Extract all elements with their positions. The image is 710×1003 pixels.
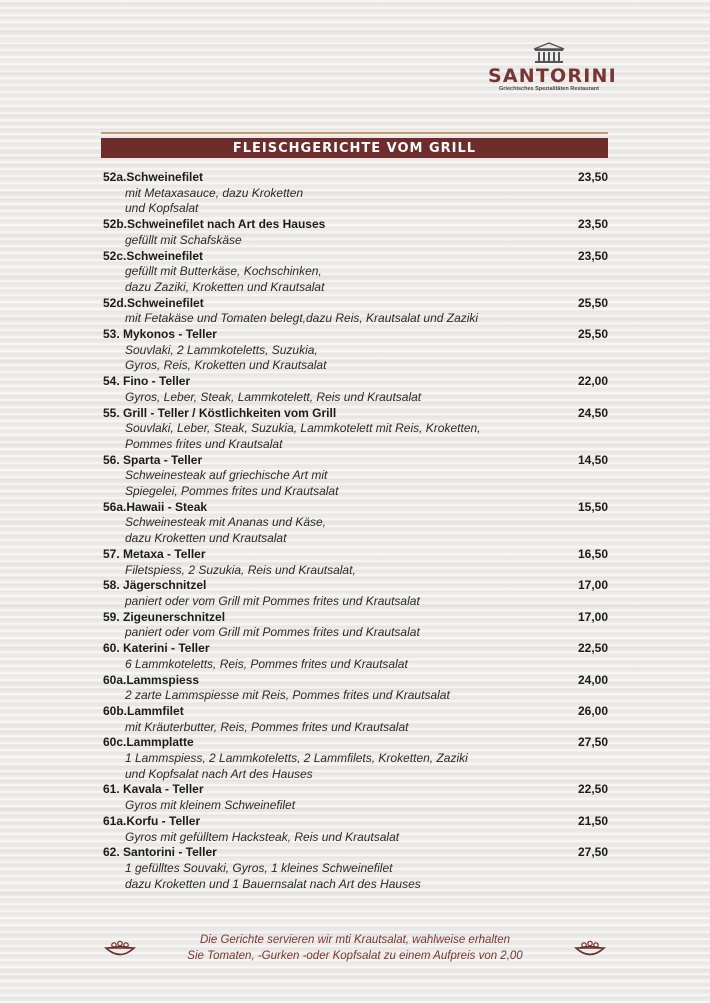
- menu-item: [103, 814, 608, 845]
- menu-item: [103, 641, 608, 672]
- menu-item: [103, 406, 608, 453]
- menu-item-description: Filetspiess, 2 Suzukia, Reis und Krautsalat,: [125, 562, 356, 577]
- menu-item-description: paniert oder vom Grill mit Pommes frites und Krautsalat: [125, 625, 420, 640]
- menu-item-price: 25,50: [577, 295, 608, 310]
- menu-item: [103, 453, 608, 500]
- menu-item-description: dazu Zaziki, Kroketten und Krautsalat: [125, 279, 325, 294]
- menu-item-header: [103, 406, 608, 422]
- menu-item-header: [103, 170, 608, 186]
- menu-item: [103, 296, 608, 327]
- menu-item-description: 1 Lammspiess, 2 Lammkoteletts, 2 Lammfilets, Kroketten, Zaziki: [125, 751, 468, 766]
- menu-item-header: [103, 296, 608, 312]
- footer-line-2: Sie Tomaten, -Gurken -oder Kopfsalat zu einem Aufpreis von 2,00: [187, 950, 523, 962]
- menu-item-description: Spiegelei, Pommes frites und Krautsalat: [125, 484, 339, 499]
- menu-item-price: 17,00: [577, 609, 608, 624]
- menu-item-description: und Kopfsalat: [125, 201, 199, 216]
- menu-item-description: Gyros mit gefülltem Hacksteak, Reis und Krautsalat: [125, 829, 400, 844]
- menu-item-description: 6 Lammkoteletts, Reis, Pommes frites und Krautsalat: [125, 656, 408, 671]
- menu-item-header: [103, 610, 608, 626]
- menu-item-name: 55. Grill - Teller / Köstlichkeiten vom Grill: [103, 405, 337, 420]
- menu-item: [103, 249, 608, 296]
- menu-item-price: 22,50: [577, 782, 608, 797]
- menu-item-name: 52a.Schweinefilet: [103, 170, 204, 184]
- menu-item-header: [103, 217, 608, 233]
- menu-item-name: 60a.Lammspiess: [103, 672, 200, 687]
- menu-item-description: und Kopfsalat nach Art des Hauses: [125, 766, 313, 781]
- menu-item-price: 17,00: [577, 578, 608, 593]
- menu-item-description: paniert oder vom Grill mit Pommes frites und Krautsalat: [125, 593, 420, 608]
- menu-item: [103, 217, 608, 248]
- menu-item-description: mit Fetakäse und Tomaten belegt,dazu Reis, Krautsalat und Zaziki: [125, 311, 479, 326]
- menu-item-name: 54. Fino - Teller: [103, 374, 191, 389]
- menu-item-description: mit Metaxasauce, dazu Kroketten: [125, 185, 304, 200]
- menu-item-header: [103, 814, 608, 830]
- menu-item-description: Schweinesteak auf griechische Art mit: [125, 468, 328, 483]
- menu-item-price: 15,50: [577, 499, 608, 514]
- menu-item-header: [103, 845, 608, 861]
- menu-item-description: Pommes frites und Krautsalat: [125, 436, 283, 451]
- menu-item-description: gefüllt mit Butterkäse, Kochschinken,: [125, 264, 322, 279]
- menu-item-price: 22,50: [577, 641, 608, 656]
- menu-item: [103, 673, 608, 704]
- menu-item-price: 24,50: [577, 405, 608, 420]
- menu-list: [103, 170, 608, 892]
- menu-item: [103, 170, 608, 217]
- menu-item-price: 22,00: [577, 374, 608, 389]
- menu-item: [103, 704, 608, 735]
- menu-item-price: 27,50: [577, 735, 608, 750]
- menu-item-description: mit Kräuterbutter, Reis, Pommes frites und Krautsalat: [125, 719, 409, 734]
- menu-item-header: [103, 327, 608, 343]
- menu-item-header: [103, 782, 608, 798]
- menu-item-name: 58. Jägerschnitzel: [103, 578, 207, 593]
- menu-item-header: [103, 735, 608, 751]
- menu-item-name: 61. Kavala - Teller: [103, 782, 204, 797]
- menu-item-description: Souvlaki, 2 Lammkoteletts, Suzukia,: [125, 342, 318, 357]
- menu-item: [103, 327, 608, 374]
- footer-note: [0, 932, 710, 964]
- menu-item-header: [103, 249, 608, 265]
- menu-item-name: 60c.Lammplatte: [103, 735, 194, 750]
- menu-item-name: 52b.Schweinefilet nach Art des Hauses: [103, 217, 326, 232]
- menu-item-header: [103, 578, 608, 594]
- menu-item-header: [103, 673, 608, 689]
- menu-item-name: 57. Metaxa - Teller: [103, 546, 206, 561]
- menu-item-price: 23,50: [577, 170, 608, 184]
- menu-item-description: Schweinesteak mit Ananas und Käse,: [125, 515, 327, 530]
- menu-item-header: [103, 500, 608, 516]
- menu-item-name: 52c.Schweinefilet: [103, 248, 204, 263]
- menu-item-price: 27,50: [577, 845, 608, 860]
- menu-item-name: 56a.Hawaii - Steak: [103, 499, 208, 514]
- menu-item-price: 23,50: [577, 217, 608, 232]
- menu-item-header: [103, 547, 608, 563]
- restaurant-logo: [488, 42, 617, 92]
- menu-item: [103, 845, 608, 892]
- menu-item-header: [103, 641, 608, 657]
- menu-item: [103, 610, 608, 641]
- menu-item: [103, 735, 608, 782]
- menu-item: [103, 578, 608, 609]
- menu-item-header: [103, 374, 608, 390]
- section-title-bar: [101, 138, 608, 158]
- menu-item-name: 59. Zigeunerschnitzel: [103, 609, 226, 624]
- menu-item-name: 60b.Lammfilet: [103, 703, 184, 718]
- temple-icon: [532, 42, 566, 64]
- menu-item-price: 25,50: [577, 327, 608, 342]
- menu-item: [103, 374, 608, 405]
- footer-line-1: Die Gerichte servieren wir mti Krautsalat, wahlweise erhalten: [200, 934, 510, 946]
- menu-item-description: dazu Kroketten und 1 Bauernsalat nach Art des Hauses: [125, 876, 421, 891]
- menu-item-description: Gyros, Reis, Kroketten und Krautsalat: [125, 358, 327, 373]
- title-divider: [101, 132, 608, 134]
- menu-item-header: [103, 453, 608, 469]
- menu-item-price: 23,50: [577, 248, 608, 263]
- menu-item-description: dazu Kroketten und Krautsalat: [125, 531, 287, 546]
- menu-item: [103, 547, 608, 578]
- menu-item-name: 62. Santorini - Teller: [103, 845, 217, 860]
- menu-item-name: 53. Mykonos - Teller: [103, 327, 217, 342]
- menu-item-name: 52d.Schweinefilet: [103, 295, 204, 310]
- menu-item-description: 2 zarte Lammspiesse mit Reis, Pommes frites und Krautsalat: [125, 688, 450, 703]
- menu-item-description: Souvlaki, Leber, Steak, Suzukia, Lammkotelett mit Reis, Kroketten,: [125, 421, 481, 436]
- menu-item-name: 56. Sparta - Teller: [103, 452, 203, 467]
- menu-item-price: 14,50: [577, 452, 608, 467]
- brand-tagline: Griechisches Spezialitäten Restaurant: [499, 86, 599, 92]
- menu-item: [103, 782, 608, 813]
- menu-item-description: gefüllt mit Schafskäse: [125, 232, 242, 247]
- menu-item-price: 16,50: [577, 546, 608, 561]
- menu-item-name: 60. Katerini - Teller: [103, 641, 210, 656]
- menu-item-description: 1 gefülltes Souvaki, Gyros, 1 kleines Schweinefilet: [125, 860, 393, 875]
- menu-item-description: Gyros mit kleinem Schweinefilet: [125, 798, 296, 813]
- brand-name: SANTORINI: [488, 65, 617, 87]
- menu-item-header: [103, 704, 608, 720]
- menu-item-name: 61a.Korfu - Teller: [103, 813, 201, 828]
- menu-item: [103, 500, 608, 547]
- menu-item-price: 26,00: [577, 703, 608, 718]
- menu-item-description: Gyros, Leber, Steak, Lammkotelett, Reis und Krautsalat: [125, 389, 422, 404]
- menu-item-price: 21,50: [577, 813, 608, 828]
- section-title: FLEISCHGERICHTE VOM GRILL: [232, 140, 477, 156]
- menu-item-price: 24,00: [577, 672, 608, 687]
